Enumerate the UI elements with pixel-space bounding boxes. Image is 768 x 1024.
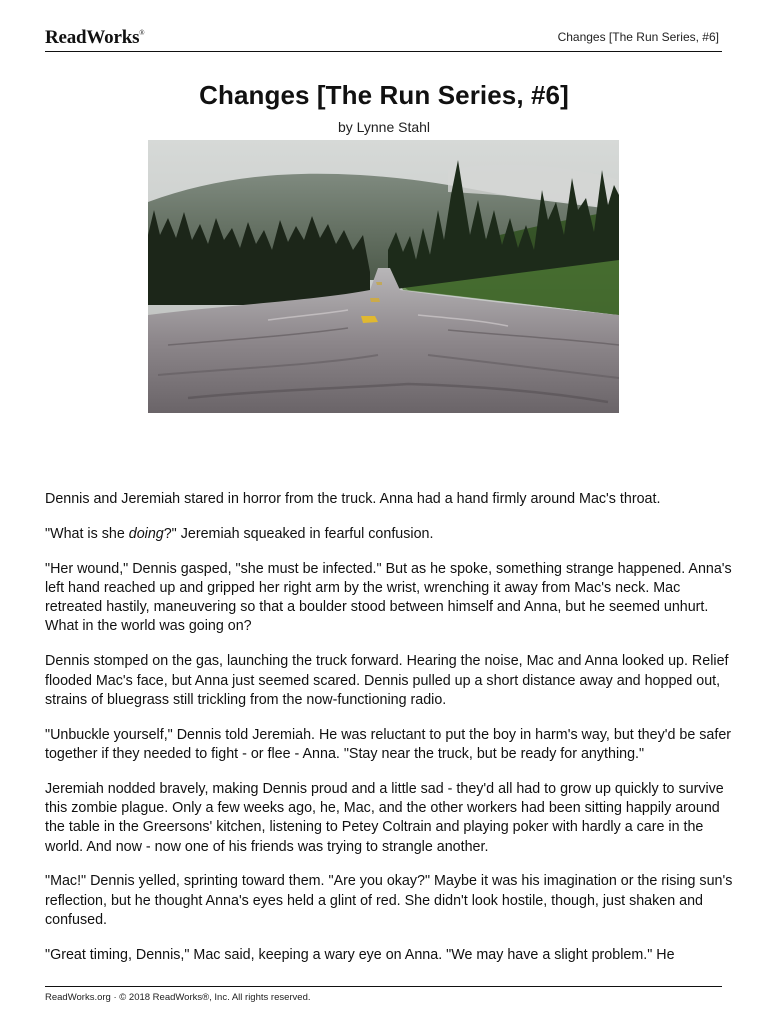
paragraph: Dennis stomped on the gas, launching the truck forward. Hearing the noise, Mac and Anna looked up. Relief flooded Mac's face, but Anna just seemed scared. Dennis pulled up a short distance away and hopped out, strains of bluegrass still trickling from the now-functioning radio. — [45, 653, 729, 708]
road-forest-photo — [148, 140, 619, 413]
paragraph: "Great timing, Dennis," Mac said, keeping a wary eye on Anna. "We may have a slight problem." He — [45, 946, 675, 963]
article-byline: by Lynne Stahl — [337, 119, 431, 135]
paragraph: "What is she doing?" Jeremiah squeaked in fearful confusion. — [45, 525, 434, 542]
paragraph: Dennis and Jeremiah stared in horror from the truck. Anna had a hand firmly around Mac's throat. — [45, 491, 661, 507]
page-footer — [45, 986, 722, 1003]
paragraph: "Mac!" Dennis yelled, sprinting toward them. "Are you okay?" Maybe it was his imagination or the rising sun's reflection, but he thought Anna's eyes held a glint of red. She didn't look hostile, though, just shaken and confused. — [45, 873, 733, 929]
copyright-text: ReadWorks.org · © 2018 ReadWorks®, Inc. All rights reserved. — [45, 992, 311, 1003]
page-header — [45, 27, 722, 52]
article-title: Changes [The Run Series, #6] — [199, 80, 569, 110]
paragraph: Jeremiah nodded bravely, making Dennis proud and a little sad - they'd all had to grow up quickly to survive this zombie plague. Only a few weeks ago, he, Mac, and the other workers had been sitting happily around the table in the Greersons' kitchen, listening to Petey Coltrain and playing poker with hardly a care in the world. And now - now one of his friends was trying to strangle another. — [45, 780, 724, 855]
header-title: Changes [The Run Series, #6] — [557, 30, 719, 44]
readworks-logo: ReadWorks® — [45, 27, 145, 48]
article-body — [45, 490, 735, 981]
paragraph: "Unbuckle yourself," Dennis told Jeremiah. He was reluctant to put the boy in harm's way, but they'd be safer together if they needed to fight - or flee - Anna. "Stay near the truck, but be ready for anything." — [45, 726, 732, 762]
paragraph: "Her wound," Dennis gasped, "she must be infected." But as he spoke, something strange happened. Anna's left hand reached up and gripped her right arm by the wrist, wrenching it away from Mac's neck. Mac retreated hastily, maneuvering so that a boulder stood between himself and Anna, but he seemed unhurt. What in the world was going on? — [45, 560, 732, 635]
